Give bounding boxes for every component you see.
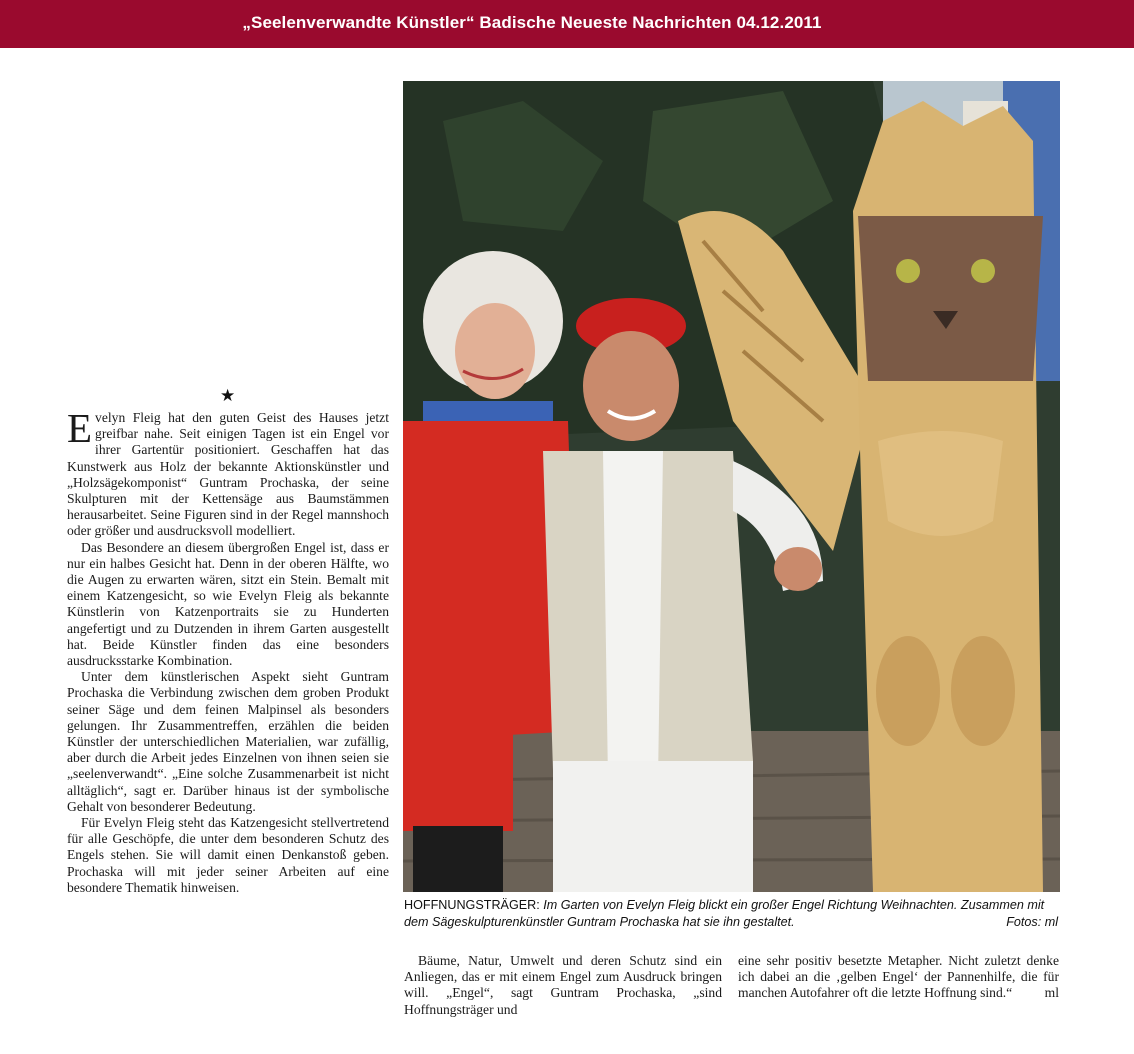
article-paragraph: Bäume, Natur, Umwelt und deren Schutz sind ein Anliegen, das er mit einem Engel zum Ausdruck bringen will. „Engel“, sagt Guntram Prochaska, „sind Hoffnungsträger und	[404, 953, 722, 1017]
dropcap: E	[67, 405, 93, 451]
caption-text: Im Garten von Evelyn Fleig blickt ein großer Engel Richtung Weihnachten. Zusammen mit dem Sägeskulpturenkünstler Guntram Prochaska hat sie ihn gestaltet.	[404, 898, 1045, 929]
article-paragraph: Für Evelyn Fleig steht das Katzengesicht stellvertretend für alle Geschöpfe, die unter dem besonderen Schutz des Engels stehen. Sie will damit einen Denkanstoß geben. Prochaska will mit jeder seiner Arbeiten auf eine besondere Thematik hinweisen.	[67, 815, 389, 895]
article-paragraph: Das Besondere an diesem übergroßen Engel ist, dass er nur ein halbes Gesicht hat. Denn in der oberen Hälfte, wo die Augen zu erwarten wären, sitzt ein Stein. Bemalt mit einem Katzengesicht, so wie Evelyn Fleig als bekannte Künstlerin von Katzenportraits sie zu Hunderten angefertigt und zu Dutzenden in ihrem Garten ausgestellt hat. Beide Künstler finden das eine besonders ausdrucksstarke Kombination.	[67, 539, 389, 669]
author-initials: ml	[1044, 985, 1059, 1001]
article-photo	[403, 81, 1060, 892]
photo-illustration	[403, 81, 1060, 892]
caption-lead: HOFFNUNGSTRÄGER:	[404, 898, 540, 912]
article-paragraph: Evelyn Fleig hat den guten Geist des Hauses jetzt greifbar nahe. Seit einigen Tagen ist ein Engel vor ihrer Gartentür positioniert. Geschaffen hat das Kunstwerk aus Holz der bekannte Aktionskünstler und „Holzsägekomponist“ Guntram Prochaska, der seine Skulpturen mit der Kettensäge aus Baumstämmen herausarbeitet. Seine Figuren sind in der Regel mannshoch oder größer und ausdrucksvoll modelliert.	[67, 405, 389, 539]
photo-caption	[404, 897, 1060, 930]
article-column-middle	[404, 953, 722, 1018]
article-paragraph: Unter dem künstlerischen Aspekt sieht Guntram Prochaska die Verbindung zwischen dem groben Produkt seiner Säge und dem feinen Malpinsel als besonders gelungen. Ihr Zusammentreffen, erzählen die beiden Künstler der unterschiedlichen Materialien, war zufällig, aber durch die Arbeit jedes Einzelnen von ihnen seien sie „seelenverwandt“. „Eine solche Zusammenarbeit ist nicht alltäglich“, sagt er. Darüber hinaus ist der symbolische Gehalt von besonderer Bedeutung.	[67, 669, 389, 814]
article-column-right	[738, 953, 1059, 1002]
photo-credit: Fotos: ml	[1006, 914, 1058, 929]
header-banner	[0, 0, 1134, 48]
article-column-left	[67, 405, 389, 896]
article-paragraph: eine sehr positiv besetzte Metapher. Nicht zuletzt denke ich dabei an die ‚gelben Engel‘ der Pannenhilfe, die für manchen Autofahrer oft die letzte Hoffnung sind.“ ml	[738, 953, 1059, 1001]
header-title: „Seelenverwandte Künstler“ Badische Neueste Nachrichten 04.12.2011	[242, 13, 822, 32]
section-star: ★	[220, 386, 236, 405]
